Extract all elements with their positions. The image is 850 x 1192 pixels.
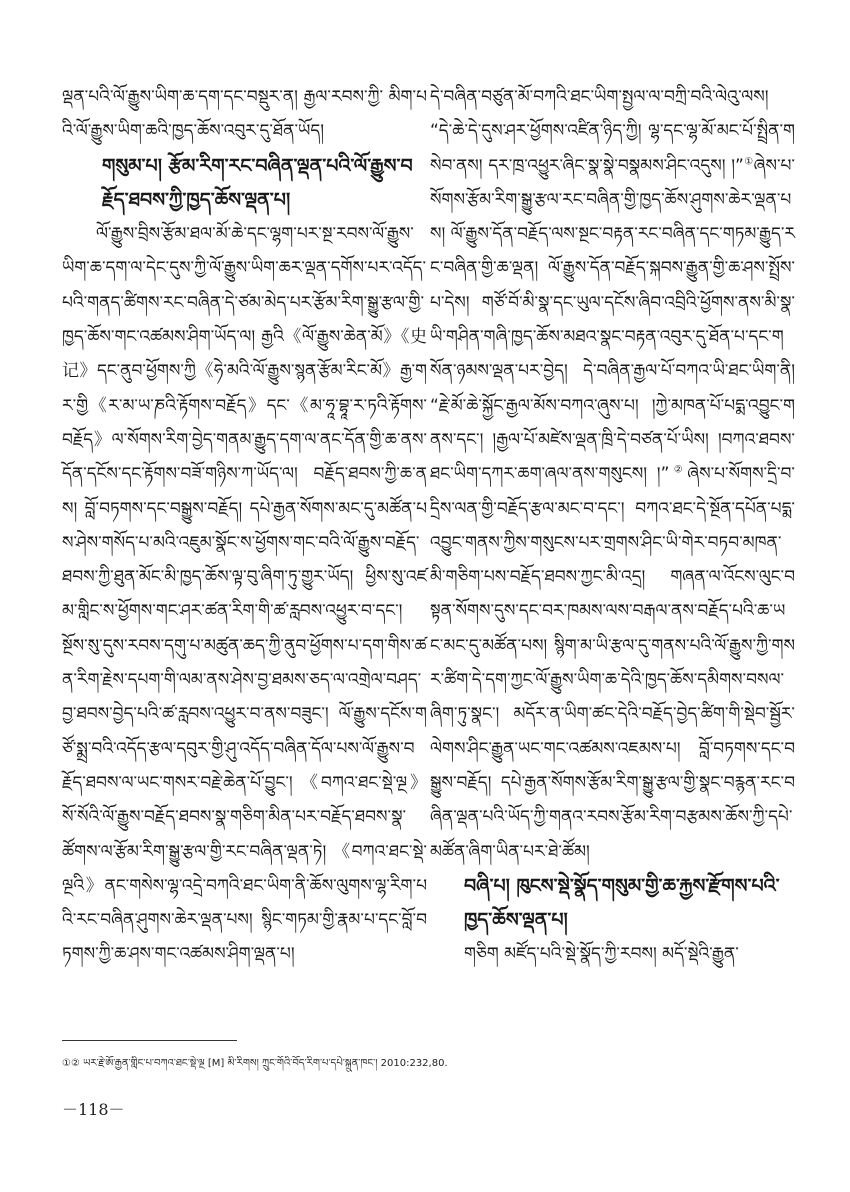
paragraph-text: ཞེས་པ་སོགས་རྩོམ་རིག་སྒྱུ་རྩལ་རང་བཞིན་གྱི་ཁྱད་ཆོས་ཤུགས་ཆེར་ལྡན་པས། ལོ་རྒྱུས་དོན་བརྗོད་ལས་སྔང་བརྟན་རང་བཞིན་དང་གཏམ་རྒྱུད་རང་བཞིན་གྱི་ཆ་ལྡན། ལོ་རྒྱུས་དོན་བརྗོད་སྐབས་རྒྱུན་གྱི་ཆ་ཤས་སྤྲོས་པ་དེས། གཙོ་བོ་མི་སྣ་དང་ཡུལ་དངོས་ཞིབ་འབྲིའི་ཕྱོགས་ནས་མི་སྣ་ཡི་གཤིན་གཞི་ཁྱད་ཆོས་མཐའ་སྣང་བརྟན་འབུར་དུ་ཐོན་པ་དང་གསོན་ཉམས་ལྡན་པར་བྱེད། དེ་བཞིན་རྒྱལ་པོ་བཀའ་ཡི་ཐང་ཡིག་ནི། “རྗེ་མོ་ཆེ་སྐྱོང་རྒྱལ་མོས་བཀའ་ཞུས་པ། །ཀྱེ་མཁན་པོ་པདྨ་འབྱུང་གནས་དང་། །རྒྱལ་པོ་མཛེས་ལྡན་ཁྲི་དེ་བཙན་པོ་ཡིས། །བཀའ་ཐབས་ཐང་ཡིག་དཀར་ཆག་ཞལ་ནས་གསུངས། །” [430, 155, 795, 485]
footnote-divider [62, 1040, 237, 1041]
paragraph: ལོ་རྒྱུས་བྲིས་རྩོམ་ཐལ་མོ་ཆེ་དང་ལྷག་པར་སྔ་རབས་ལོ་རྒྱུས་ཡིག་ཆ་དག་ལ་དེང་དུས་ཀྱི་ལོ་རྒྱུས་ཡིག་ཆར་ལྡན་དགོས་པར་འདོད་པའི་གནད་ཚིགས་རང་བཞིན་དེ་ཙམ་མེད་པར་རྩོམ་རིག་སྒྱུ་རྩལ་གྱི་ཁྱད་ཆོས་གང་འཚམས་ཤིག་ཡོད་ལ། རྒྱའི《ལོ་རྒྱུས་ཆེན་མོ》《史记》དང་ནུབ་ཕྱོགས་ཀྱི《ཧེ་མའི་ལོ་རྒྱུས་སྙན་རྩོམ་རིང་མོ》རྒྱ་གར་གྱི《ར་མ་ཡ་ཎའི་རྟོགས་བརྗོད》དང་《མ་ཧཱ་བྷཱ་ར་ཏའི་རྟོགས་བརྗོད》ལ་སོགས་རིག་བྱེད་གནམ་རྒྱུད་དག་ལ་ནང་དོན་གྱི་ཆ་ནས་དོན་དངོས་དང་རྟོགས་བཟོ་གཉིས་ཀ་ཡོད་ལ། བརྗོད་ཐབས་ཀྱི་ཆ་ནས། བློ་བཏགས་དང་བསྒྱུས་བརྗོད། དཔེ་རྒྱན་སོགས་མང་དུ་མཚོན་པས་ཤེས་གསོད་པ་མའི་འཇུམ་སྣོང་ས་ཕྱོགས་གང་བའི་ལོ་རྒྱུས་བརྗོད་ཐབས་ཀྱི་ཐུན་མོང་མི་ཁྱད་ཆོས་ལྟ་བུ་ཞིག་ཏུ་གྱུར་ཡོད། ཕྱིས་སུ་འཛམ་གླིང་ས་ཕྱོགས་གང་ཤར་ཚན་རིག་གི་ཚ་རླབས་འཕྱུར་བ་དང་། སྔོས་སུ་དུས་རབས་དགུ་པ་མཚུན་ཆད་ཀྱི་ནུབ་ཕྱོགས་པ་དག་གིས་ཚན་རིག་རྗེས་དཔག་གི་ལམ་ནས་ཤེས་བྱ་ཐམས་ཅད་ལ་འགྲེལ་བཤད་བྱ་ཐབས་བྱེད་པའི་ཚ་རླབས་འཕྱུར་བ་ནས་བཟུང་། ལོ་རྒྱུས་དངོས་གཙོ་སྨྲ་བའི་འདོད་རྩལ་དབུར་གྱི་ཤུ་འདོད་བཞིན་དོལ་པས་ལོ་རྒྱུས་བརྗོད་ཐབས་ལ་ཡང་གསར་བརྗེ་ཆེན་པོ་བྱུང་། 《བཀའ་ཐང་སྡེ་ལྔ》སོ་སོའི་ལོ་རྒྱུས་བརྗོད་ཐབས་སྣ་གཅིག་མིན་པར་བརྗོད་ཐབས་སྣ་ཚོགས་ལ་རྩོམ་རིག་སྒྱུ་རྩལ་གྱི་རང་བཞིན་ལྡན་ཏེ། 《བཀའ་ཐང་སྡེ་ལྔའི》ནང་གསེས་ལྷ་འདྲེ་བཀའི་ཐང་ཡིག་ནི་ཆོས་ལུགས་ལྷ་རིག་པའི་རང་བཞིན་ཤུགས་ཆེར་ལྡན་པས། སྙིང་གཏམ་གྱི་རྣམ་པ་དང་བློ་བཏགས་ཀྱི་ཆ་ཤས་གང་འཚམས་ཤིག་ལྡན་པ། [62, 224, 427, 965]
section-heading: བཞི་པ། ཁུངས་སྡེ་སྣོད་གསུམ་གྱི་ཆ་རྐྱས་རྫོགས་པའི་ཁྱད་ཆོས་ལྡན་པ། [464, 874, 780, 932]
left-column [62, 80, 427, 972]
paragraph-text: ཞེས་པ་སོགས་དྲི་བ་དྲིས་ལན་གྱི་བརྗོད་རྩལ་མང་བ་དང་། བཀའ་ཐང་དེ་སྔོན་དཔོན་པདྨ་འབྱུང་གནས་ཀྱིས་གསུངས་པར་གྲགས་ཤིང་ཡི་གེར་བཏབ་མཁན་མི་གཅིག་པས་བརྗོད་ཐབས་ཀྱང་མི་འདྲ། གཞན་ལ་འོངས་ལུང་བསྟན་སོགས་དུས་དང་བར་ཁམས་ལས་བརྒལ་ནས་བརྗོད་པའི་ཆ་ཡང་མང་དུ་མཚོན་པས། སྙིག་མ་ཡི་རྩལ་དུ་གནས་པའི་ལོ་རྒྱུས་ཀྱི་གསར་ཚིག་དེ་དག་ཀྱང་ལོ་རྒྱུས་ཡིག་ཆ་དེའི་ཁྱད་ཆོས་དམིགས་བསལ་ཞིག་ཏུ་སྣང་། མདོར་ན་ཡིག་ཚང་དེའི་བརྗོད་བྱེད་ཚིག་གི་སྡེབ་སྦྱོར་ལེགས་ཤིང་རྒྱུན་ཡང་གང་འཚམས་འཇམས་པ། བློ་བཏགས་དང་བསྒྱུས་བརྗོད། དཔེ་རྒྱན་སོགས་རྩོམ་རིག་སྒྱུ་རྩལ་གྱི་སྣང་བརྙན་རང་བཞིན་ལྡན་པའི་ཡོད་ཀྱི་གནའ་རབས་རྩོམ་རིག་བརྩམས་ཆོས་ཀྱི་དཔེ་མཚོན་ཞིག་ཡིན་པར་ཐེ་ཚོམ། [430, 464, 795, 862]
paragraph [430, 80, 795, 869]
paragraph-text: དེ་བཞིན་བཙུན་མོ་བཀའི་ཐང་ཡིག་སྤྱལ་ལ་བཀྲི་བའི་ལེའུ་ལས། “དེ་ཆེ་དེ་དུས་ཤར་ཕྱོགས་འཛིན་ཉིད་ཀྱི། ལྷ་དང་ལྷ་མོ་མང་པོ་སྤྲིན་གསེབ་ནས། དར་ཁྲ་འཕྱུར་ཞིང་སྣ་སྣེ་བསྣམས་ཤིང་འདུས། །” [430, 87, 795, 176]
paragraph: ལྡན་པའི་ལོ་རྒྱུས་ཡིག་ཆ་དག་དང་བསྡུར་ན། རྒྱལ་རབས་ཀྱི་ མིག་པའི་ལོ་རྒྱུས་ཡིག་ཆའི་ཁྱད་ཆོས་འབུར་དུ་ཐོན་ཡོད། [62, 87, 427, 142]
right-column [430, 80, 795, 972]
page-number: －118－ [62, 1100, 125, 1119]
paragraph: གཅིག མཛོད་པའི་སྡེ་སྣོད་ཀྱི་རབས། མདོ་སྡེའི་རྒྱུན་ [464, 944, 739, 965]
section-heading: གསུམ་པ། རྩོམ་རིག་རང་བཞིན་ལྡན་པའི་ལོ་རྒྱུས་བརྗོད་ཐབས་ཀྱི་ཁྱད་ཆོས་ལྡན་པ། [102, 154, 413, 211]
footnote: ①② ཡར་རྗེ་ཨོ་རྒྱན་གླིང་པ་བཀའ་ཐང་སྡེ་ལྔ [M] མི་རིགས། ཀྲུང་གོའི་བོད་རིག་པ་དཔེ་སྐྲུན་ཁང་། 2010:232,80. [62, 1058, 448, 1069]
footnote-marker[interactable]: ② [669, 464, 688, 476]
footnote-marker[interactable]: ① [743, 155, 754, 167]
